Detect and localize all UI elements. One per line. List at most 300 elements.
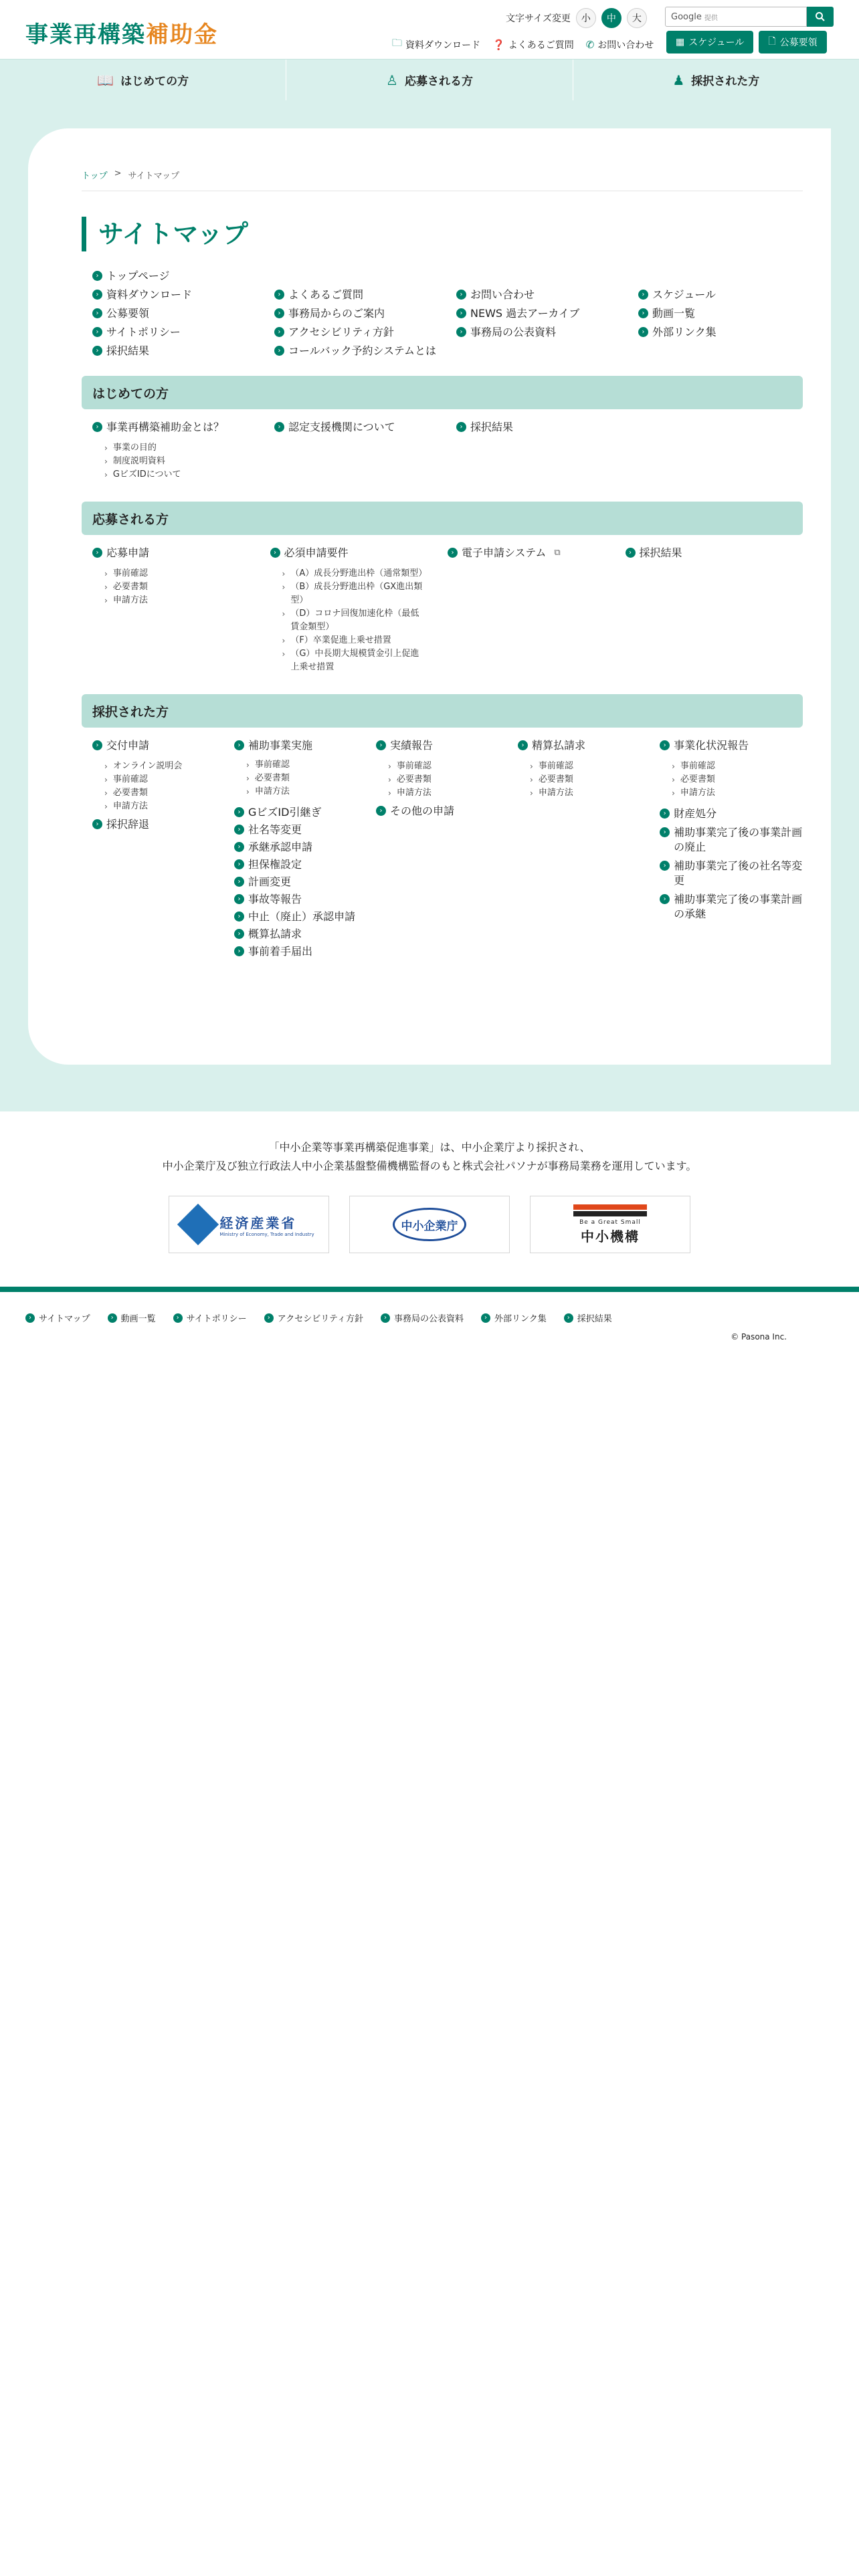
sitemap-link[interactable] [448,546,626,560]
section-column [376,738,518,959]
site-header [0,0,859,59]
question-icon: ❓ [492,38,505,51]
link-label: 外部リンク集 [494,1314,547,1324]
chusho-logo: 中小企業庁 [393,1208,466,1241]
arrow-circle-icon: › [234,894,244,904]
sitemap-link[interactable] [376,738,518,753]
arrow-circle-icon: › [274,308,284,318]
sitemap-link[interactable] [660,825,803,855]
chevron-right-icon: › [104,775,108,784]
font-size-label: 文字サイズ変更 [506,13,571,24]
sitemap-link[interactable] [274,306,456,321]
sub-link-label: GビズIDについて [112,469,181,479]
sitemap-link[interactable] [234,892,376,907]
sub-link-label: 申請方法 [112,801,148,811]
link-label: 事業再構築補助金とは？ [106,421,225,433]
arrow-circle-icon: › [234,807,244,817]
sitemap-link[interactable] [92,420,274,435]
sub-link-label: （B）成長分野進出枠（GX進出類型） [290,582,423,605]
link-label: サイトポリシー [186,1314,247,1324]
sitemap-link[interactable] [92,344,274,358]
search-brand: Google [671,11,702,22]
arrow-circle-icon: › [638,308,648,318]
chevron-right-icon: › [246,760,250,770]
link-label: サイトポリシー [106,326,181,338]
sub-link[interactable] [282,567,427,580]
arrow-circle-icon: › [381,1313,390,1323]
chusho-banner[interactable] [349,1196,510,1253]
sub-link[interactable] [246,785,376,798]
content-card [28,128,831,1065]
sitemap-link[interactable] [92,738,234,753]
sitemap-link[interactable] [92,325,274,340]
link-label: サイトマップ [39,1314,90,1324]
arrow-circle-icon: › [448,548,458,558]
link-label: 電子申請システム [462,546,547,559]
sitemap-link[interactable] [456,420,638,435]
arrow-circle-icon: › [456,290,466,300]
sub-link-label: 申請方法 [538,788,573,798]
chevron-right-icon: › [246,774,250,783]
section-applicants [82,502,803,674]
page-title: サイトマップ [82,217,803,251]
sitemap-link[interactable] [264,1312,363,1327]
link-label: 補助事業完了後の社名等変更 [674,859,803,887]
sub-list [92,441,274,481]
grid-spacer [274,269,456,284]
arrow-circle-icon: › [108,1313,117,1323]
sub-link-label: 必要書類 [254,773,290,783]
arrow-circle-icon: › [92,740,102,750]
footer-divider [0,1287,859,1292]
smrj-banner[interactable] [530,1196,690,1253]
section-heading: はじめての方 [82,376,803,409]
sitemap-link[interactable] [173,1312,247,1327]
sitemap-link[interactable] [92,306,274,321]
sitemap-link[interactable] [234,927,376,942]
meti-mark-icon [177,1204,219,1245]
sub-link-label: 申請方法 [112,595,148,605]
smrj-bar-bottom [573,1211,647,1216]
sub-link[interactable] [104,800,234,813]
link-label: 事務局からのご案内 [288,307,385,320]
section-column [270,546,448,674]
link-label: アクセシビリティ方針 [288,326,394,338]
grid-spacer [638,269,820,284]
header-buttons [666,31,827,53]
arrow-circle-icon: › [274,327,284,337]
link-label: トップページ [106,270,170,282]
arrow-circle-icon: › [626,548,636,558]
link-label: その他の申請 [390,804,455,817]
sitemap-link[interactable] [660,892,803,922]
sitemap-link[interactable] [456,306,638,321]
link-label: NEWS 過去アーカイブ [470,307,580,320]
section-column [456,420,638,481]
site-search [665,7,834,27]
arrow-circle-icon: › [92,327,102,337]
sub-link-label: （D）コロナ回復加速化枠（最低賃金類型） [290,609,419,632]
footer-info-line: 中小企業庁及び独立行政法人中小企業基盤整備機構監督のもと株式会社パソナが事務局業務を運用しています。 [162,1160,697,1172]
sub-link-label: 必要書類 [112,582,148,592]
sub-link[interactable] [246,772,376,785]
link-label: 補助事業実施 [248,739,313,752]
chevron-right-icon: › [104,582,108,592]
sub-link-label: 必要書類 [112,788,148,798]
grid-spacer [456,269,638,284]
sitemap-link[interactable] [234,909,376,924]
sub-list [376,760,518,800]
sitemap-link[interactable] [92,546,270,560]
chevron-right-icon: › [282,582,286,592]
sub-list [234,758,376,798]
smrj-name: 中小機構 [581,1228,640,1245]
arrow-circle-icon: › [25,1313,35,1323]
arrow-circle-icon: › [660,809,670,819]
link-label: 認定支援機関について [288,421,395,433]
link-label: 実績報告 [390,739,434,752]
sub-link[interactable] [282,607,424,634]
arrow-circle-icon: › [234,859,244,869]
section-column [92,546,270,674]
arrow-circle-icon: › [234,929,244,939]
link-label: 承継承認申請 [248,841,313,853]
arrow-circle-icon: › [92,271,102,281]
link-label: お問い合わせ [470,288,535,301]
guideline-button-label: 公募要領 [779,37,818,48]
link-label: 事業化状況報告 [674,739,749,752]
link-label: 採択結果 [106,344,150,357]
smrj-logo [573,1204,647,1245]
sub-list [92,760,234,813]
link-label: コールバック予約システムとは [288,344,436,357]
chevron-right-icon: › [104,443,108,453]
sitemap-link[interactable] [234,944,376,959]
smrj-tagline: Be a Great Small [579,1218,641,1226]
sitemap-link[interactable] [381,1312,464,1327]
guideline-button[interactable] [759,31,826,53]
sub-link[interactable] [672,786,803,800]
arrow-circle-icon: › [564,1313,573,1323]
sitemap-link[interactable] [108,1312,156,1327]
site-logo[interactable] [25,16,218,49]
link-label: 採択結果 [639,546,682,559]
section-adopted [82,694,803,959]
sub-link[interactable] [104,441,274,455]
sub-link[interactable] [388,760,518,773]
search-placeholder: 提供 [704,14,718,22]
link-label: 資料ダウンロード [106,288,193,301]
sub-list [270,567,427,674]
link-label: 動画一覧 [652,307,696,320]
sub-link-label: 申請方法 [680,788,715,798]
breadcrumb-separator: > [114,169,122,179]
arrow-circle-icon: › [264,1313,274,1323]
logo-text-accent: 補助金 [146,21,218,48]
sitemap-link[interactable] [234,823,376,837]
sitemap-link[interactable] [638,325,820,340]
gnav-label: はじめての方 [120,75,189,88]
footer-banners [0,1196,859,1253]
user-outline-icon: ♙ [386,72,398,88]
logo-text-main: 事業再構築 [25,21,146,48]
chevron-right-icon: › [672,775,675,784]
sub-link-label: 申請方法 [396,788,432,798]
sitemap-link[interactable] [481,1312,547,1327]
arrow-circle-icon: › [376,740,386,750]
sitemap-link[interactable] [518,738,660,753]
sub-link[interactable] [530,786,660,800]
meti-banner[interactable] [169,1196,329,1253]
chevron-right-icon: › [282,609,286,619]
arrow-circle-icon: › [660,894,670,904]
breadcrumb [82,169,803,191]
arrow-circle-icon: › [92,819,102,829]
copyright: © Pasona Inc. [731,1332,787,1341]
sub-link[interactable] [104,580,270,594]
link-label: 採択結果 [470,421,514,433]
link-label: 交付申請 [106,739,150,752]
sitemap-link[interactable] [456,325,638,340]
font-size-medium-button[interactable]: 中 [601,8,622,28]
arrow-circle-icon: › [92,548,102,558]
sitemap-link[interactable] [660,738,803,753]
gnav-label: 採択された方 [691,75,760,88]
link-label: 必須申請要件 [284,546,349,559]
sitemap-link[interactable] [234,738,376,753]
site-footer [0,1111,859,1341]
util-link-contact[interactable] [586,36,654,53]
schedule-button-label: スケジュール [688,37,745,48]
util-link-label: 資料ダウンロード [405,39,481,51]
gnav-adopted[interactable] [573,60,859,100]
chevron-right-icon: › [530,788,533,798]
sitemap-link[interactable] [234,875,376,889]
sitemap-link[interactable] [274,344,456,358]
sitemap-link[interactable] [92,269,274,284]
chevron-right-icon: › [672,762,675,771]
sitemap-link[interactable] [274,325,456,340]
main-area [0,100,859,1111]
sub-list [660,760,803,800]
sitemap-link[interactable] [456,288,638,302]
link-label: 補助事業完了後の事業計画の廃止 [674,826,803,853]
calendar-icon: ▦ [676,37,685,47]
arrow-circle-icon: › [234,740,244,750]
chevron-right-icon: › [246,787,250,796]
arrow-circle-icon: › [376,806,386,816]
arrow-circle-icon: › [173,1313,183,1323]
sitemap-link[interactable] [92,817,234,832]
sub-link[interactable] [246,758,376,772]
arrow-circle-icon: › [638,290,648,300]
sub-link-label: （G）中長期大規模賃金引上促進上乗せ措置 [290,649,419,672]
arrow-circle-icon: › [234,946,244,956]
section-column [92,420,274,481]
sitemap-link[interactable] [660,859,803,888]
font-size-large-button[interactable]: 大 [627,8,647,28]
gnav-first-time[interactable] [0,60,286,100]
footer-nav [0,1292,859,1327]
link-label: 補助事業完了後の事業計画の承継 [674,893,803,920]
chevron-right-icon: › [104,762,108,771]
section-heading: 採択された方 [82,694,803,728]
sub-link-label: 事前確認 [680,761,715,771]
section-column [660,738,803,959]
link-label: 担保権設定 [248,858,302,871]
external-window-icon: ⧉ [554,548,561,558]
section-heading: 応募される方 [82,502,803,535]
chevron-right-icon: › [104,802,108,811]
sub-link-label: 事業の目的 [112,443,157,453]
sitemap-link[interactable] [274,288,456,302]
arrow-circle-icon: › [234,911,244,922]
chevron-right-icon: › [530,775,533,784]
sitemap-link[interactable] [638,288,820,302]
gnav-applicants[interactable] [286,60,573,100]
link-label: 外部リンク集 [652,326,717,338]
arrow-circle-icon: › [274,290,284,300]
util-link-faq[interactable] [492,36,574,53]
arrow-circle-icon: › [660,827,670,837]
font-size-small-button[interactable]: 小 [576,8,596,28]
sub-link[interactable] [104,773,234,786]
section-column [92,738,234,959]
link-label: 動画一覧 [120,1314,156,1324]
sub-list [518,760,660,800]
link-label: 精算払請求 [532,739,586,752]
sub-link[interactable] [530,760,660,773]
sub-link-label: 事前確認 [254,760,290,770]
sub-link-label: 事前確認 [396,761,432,771]
grid-spacer [456,344,638,358]
arrow-circle-icon: › [456,308,466,318]
sitemap-link[interactable] [234,857,376,872]
util-link-download[interactable] [392,36,480,53]
link-label: 事務局の公表資料 [470,326,557,338]
section-column [518,738,660,959]
arrow-circle-icon: › [92,290,102,300]
arrow-circle-icon: › [274,346,284,356]
arrow-circle-icon: › [274,422,284,432]
link-label: 財産処分 [674,807,717,820]
sitemap-link[interactable] [376,804,518,819]
sub-link-label: 事前確認 [112,774,148,784]
chevron-right-icon: › [530,762,533,771]
sitemap-link[interactable] [234,840,376,855]
sub-link[interactable] [388,773,518,786]
sitemap-link[interactable] [270,546,448,560]
arrow-circle-icon: › [518,740,528,750]
arrow-circle-icon: › [270,548,280,558]
sub-link[interactable] [530,773,660,786]
util-link-label: お問い合わせ [597,39,654,51]
sitemap-link[interactable] [660,807,803,821]
link-label: GビズID引継ぎ [248,806,322,819]
link-label: スケジュール [652,288,717,301]
link-label: 事務局の公表資料 [394,1314,464,1324]
sub-link-label: オンライン説明会 [112,761,183,771]
arrow-circle-icon: › [234,825,244,835]
chevron-right-icon: › [282,636,286,645]
arrow-circle-icon: › [234,842,244,852]
sitemap-link[interactable] [638,306,820,321]
arrow-circle-icon: › [660,861,670,871]
section-column [626,546,803,674]
arrow-circle-icon: › [456,327,466,337]
top-links [82,269,803,358]
link-label: 応募申請 [106,546,150,559]
chevron-right-icon: › [104,470,108,479]
search-input[interactable] [665,7,807,27]
sitemap-link[interactable] [92,288,274,302]
footer-info-line: 「中小企業等事業再構築促進事業」は、中小企業庁より採択され、 [268,1141,591,1154]
sub-link[interactable] [104,468,274,481]
link-label: 採択辞退 [106,818,150,831]
sub-link-label: （F）卒業促進上乗せ措置 [290,635,391,645]
sub-link[interactable] [104,455,274,468]
sitemap-link[interactable] [274,420,456,435]
sub-link[interactable] [388,786,518,800]
meti-logo-name: 経済産業省 [219,1214,297,1231]
meti-logo-en: Ministry of Economy, Trade and Industry [219,1231,314,1237]
sub-link[interactable] [282,647,424,674]
section-column [274,420,456,481]
arrow-circle-icon: › [638,327,648,337]
arrow-circle-icon: › [481,1313,490,1323]
sitemap-link[interactable] [626,546,803,560]
sub-link[interactable] [672,773,803,786]
phone-icon: ✆ [585,38,595,51]
sub-link[interactable] [104,786,234,800]
document-icon: 🗋 [768,36,776,47]
schedule-button[interactable] [666,31,753,53]
sitemap-link[interactable] [25,1312,90,1327]
sub-link[interactable] [104,760,234,773]
link-label: 事前着手届出 [248,945,313,958]
link-label: 公募要領 [106,307,150,320]
chevron-right-icon: › [672,788,675,798]
section-first-time [82,376,803,481]
section-column [234,738,376,959]
sub-link[interactable] [104,594,270,607]
chevron-right-icon: › [388,762,391,771]
arrow-circle-icon: › [92,422,102,432]
chevron-right-icon: › [388,775,391,784]
breadcrumb-top[interactable]: トップ [82,171,108,181]
sub-link-label: 制度説明資料 [112,456,165,466]
sitemap-link[interactable] [234,805,376,820]
meti-logo [183,1210,314,1239]
sitemap-link[interactable] [564,1312,612,1327]
chevron-right-icon: › [282,569,286,578]
sub-link[interactable] [672,760,803,773]
search-icon [815,11,826,22]
sub-link[interactable] [282,580,424,607]
sub-link-label: 必要書類 [538,774,573,784]
chevron-right-icon: › [104,596,108,605]
arrow-circle-icon: › [92,308,102,318]
sub-link[interactable] [104,567,270,580]
link-label: 計画変更 [248,875,292,888]
chevron-right-icon: › [104,788,108,798]
arrow-circle-icon: › [456,422,466,432]
sub-link-label: 申請方法 [254,786,290,796]
search-button[interactable] [807,7,834,27]
sub-link[interactable] [282,634,424,647]
chevron-right-icon: › [282,649,286,659]
utility-links [392,36,654,53]
